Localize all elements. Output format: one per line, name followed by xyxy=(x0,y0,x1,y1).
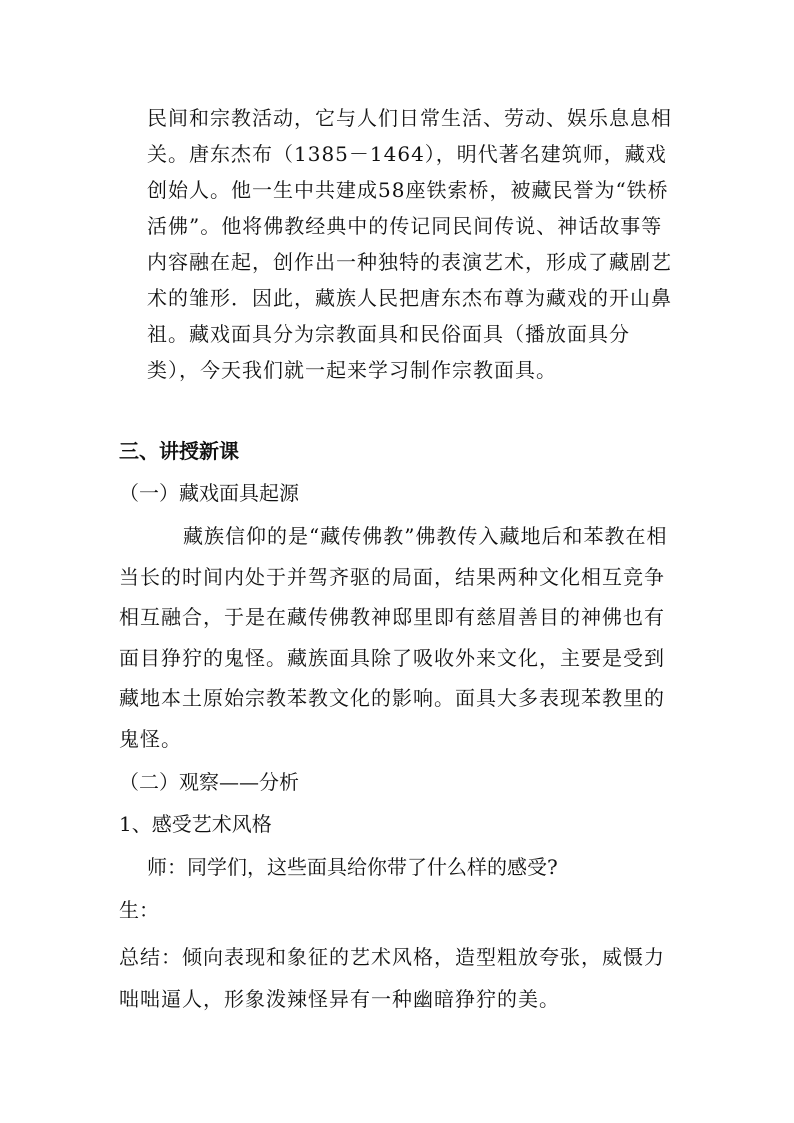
intro-paragraph-block xyxy=(147,100,677,388)
student-line: 生： xyxy=(119,898,159,922)
subsection-1-paragraph: 藏族信仰的是“藏传佛教”佛教传入藏地后和苯教在相当长的时间内处于并驾齐驱的局面，结果两种文化相互竞争相互融合，于是在藏传佛教神邸里即有慈眉善目的神佛也有面目狰狞的鬼怪。藏族面具除了吸收外来文化，主要是受到藏地本土原始宗教苯教文化的影响。面具大多表现苯教里的鬼怪。 xyxy=(119,524,668,751)
summary-line: 总结：倾向表现和象征的艺术风格，造型粗放夸张，威慑力咄咄逼人，形象泼辣怪异有一种幽暗狰狞的美。 xyxy=(119,945,665,1011)
teacher-line: 师：同学们，这些面具给你带了什么样的感受? xyxy=(147,855,558,879)
intro-paragraph: 民间和宗教活动，它与人们日常生活、劳动、娱乐息息相关。唐东杰布（1385－1464），明代著名建筑师，藏戏创始人。他一生中共建成58座铁索桥，被藏民誉为“铁桥活佛”。他将佛教经典中的传记同民间传说、神话故事等内容融在起，创作出一种独特的表演艺术，形成了藏剧艺术的雏形．因此，藏族人民把唐东杰布尊为藏戏的开山鼻祖。藏戏面具分为宗教面具和民俗面具（播放面具分类），今天我们就一起来学习制作宗教面具。 xyxy=(147,106,672,382)
section-heading: 三、讲授新课 xyxy=(119,439,239,463)
subsection-2-title: （二）观察——分析 xyxy=(119,770,299,794)
subsection-1-title: （一）藏戏面具起源 xyxy=(119,481,299,505)
item-1-title: 1、感受艺术风格 xyxy=(119,812,272,836)
